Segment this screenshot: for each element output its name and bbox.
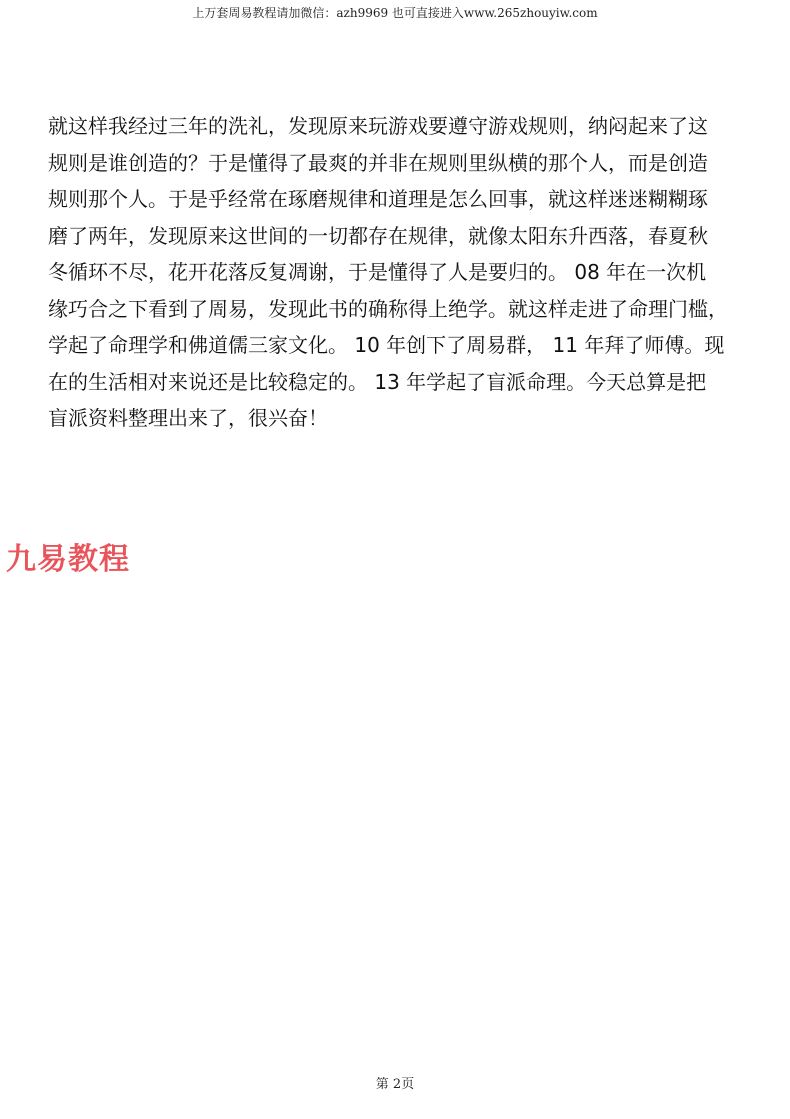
watermark-logo: 九易教程 — [6, 542, 130, 577]
body-paragraph — [48, 108, 748, 437]
paragraph-line: 规则是谁创造的？于是懂得了最爽的并非在规则里纵横的那个人，而是创造 — [48, 150, 708, 175]
paragraph-line: 盲派资料整理出来了，很兴奋！ — [48, 406, 328, 430]
page-number: 第 2页 — [375, 1077, 415, 1092]
paragraph-line: 磨了两年，发现原来这世间的一切都存在规律，就像太阳东升西落，春夏秋 — [48, 223, 708, 248]
paragraph-line: 在的生活相对来说还是比较稳定的。 13 年学起了盲派命理。今天总算是把 — [48, 369, 707, 394]
paragraph-line: 规则那个人。于是乎经常在琢磨规律和道理是怎么回事，就这样迷迷糊糊琢 — [48, 187, 708, 211]
paragraph-line: 学起了命理学和佛道儒三家文化。 10 年创下了周易群， 11 年拜了师傅。现 — [48, 333, 725, 357]
header-note: 上万套周易教程请加微信：azh9969 也可直接进入www.265zhouyiw.com — [192, 6, 598, 20]
paragraph-line: 就这样我经过三年的洗礼，发现原来玩游戏要遵守游戏规则，纳闷起来了这 — [48, 114, 708, 138]
paragraph-line: 冬循环不尽，花开花落反复凋谢，于是懂得了人是要归的。 08 年在一次机 — [48, 260, 707, 284]
paragraph-line: 缘巧合之下看到了周易，发现此书的确称得上绝学。就这样走进了命理门槛， — [48, 296, 728, 321]
